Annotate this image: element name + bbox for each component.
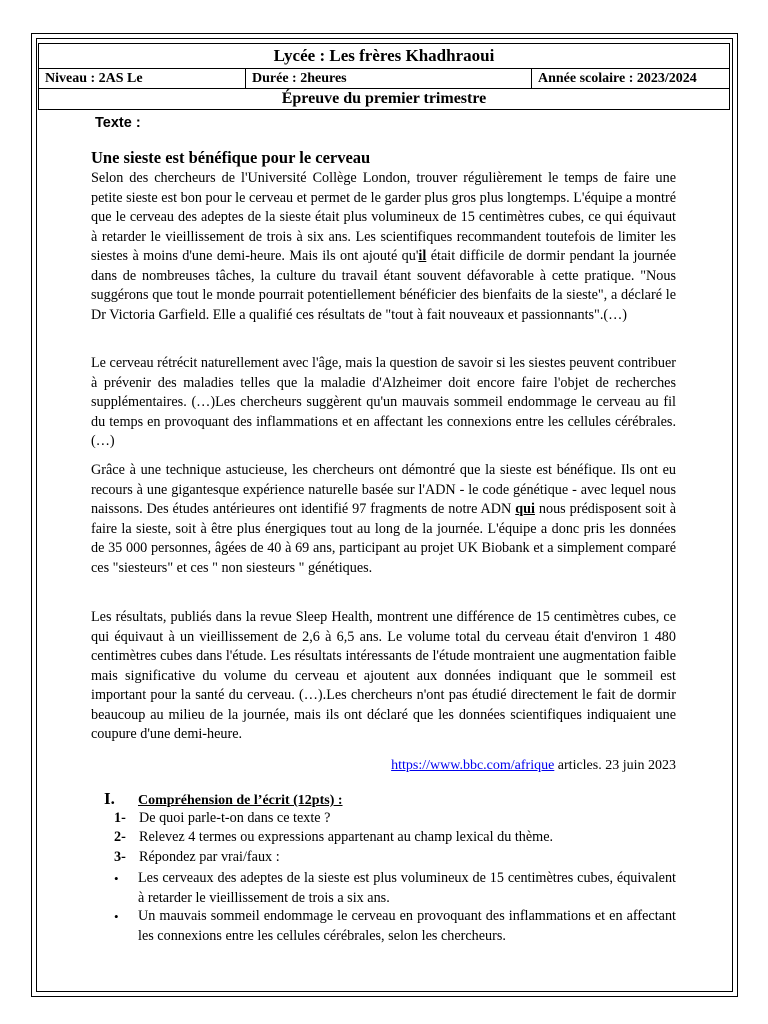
question-text: Répondez par vrai/faux : [139,849,280,865]
question-number: 3- [114,849,126,865]
paragraph-3 [91,461,676,578]
question-text: Relevez 4 termes ou expressions appartenant au champ lexical du thème. [139,829,554,845]
bullet-icon: • [114,909,119,924]
paragraph-1 [91,169,676,325]
header-table [38,43,730,110]
section-number: I. [104,789,115,808]
school-name: Lycée : Les frères Khadhraoui [39,44,730,69]
section-title: Compréhension de l’écrit (12pts) : [138,793,343,808]
p1-underlined-word: il [418,248,427,264]
p3-part-a: Grâce à une technique astucieuse, les chercheurs ont démontré que la sieste est bénéfique. Ils ont eu recours à une gigantesque expérience naturelle basée sur l'ADN - le code génétique - avec lequel nous naissons. Des études antérieures ont identifié 97 fragments de notre ADN [91,462,676,517]
statement-text: Les cerveaux des adeptes de la sieste est plus volumineux de 15 centimètres cubes, équivalent à retarder le vieillissement de trois a six ans. [138,870,676,906]
question-1 [114,810,330,827]
paragraph-4: Les résultats, publiés dans la revue Sleep Health, montrent une différence de 15 centimètres cubes, ce qui équivaut à un vieillissement de 2,6 à 6,5 ans. Le volume total du cerveau était d'environ 1 480 centimètres cubes dans l'étude. Les résultats intéressants de l'étude montraient une augmentation faible mais significative du volume du cerveau et ajoutent aux données indiquant que le sommeil est important pour la santé du cerveau. (…).Les chercheurs n'ont pas étudié directement le fait de dormir beaucoup au milieu de la journée, mais ils ont déclaré que les données scientifiques indiquaient une coupure d'une demi-heure. [91,609,676,742]
p1-part-a: Selon des chercheurs de l'Université Collège London, trouver régulièrement le temps de faire une petite sieste est bon pour le cerveau et permet de le garder plus gros plus longtemps. L'équipe a montré que le cerveau des adeptes de la sieste était plus volumineux de 15 centimètres cubes, ce qui équivaut à retarder le vieillissement de trois à six ans. Les scientifiques recommandent toutefois de limiter les siestes à moins d'une demi-heure. Mais ils ont ajouté qu' [91,170,676,264]
true-false-item-2 [114,907,676,946]
true-false-item-1 [114,869,676,908]
p1-part-b: était difficile de dormir pendant la journée dans de nombreuses tâches, la culture du travail étant souvent défavorable à cette pratique. "Nous suggérons que tout le monde pourrait potentiellement bénéficier des bienfaits de la sieste", a déclaré le Dr Victoria Garfield. Elle a qualifié ces résultats de "tout à fait nouveaux et passionnants".(…) [91,248,676,323]
exam-title: Épreuve du premier trimestre [39,89,730,110]
question-number: 2- [114,829,126,845]
section-1-heading [104,789,343,809]
question-3 [114,849,280,866]
source-date: articles. 23 juin 2023 [554,758,676,773]
duration-cell: Durée : 2heures [246,69,532,89]
bullet-icon: • [114,871,119,886]
question-2 [114,829,553,846]
question-text: De quoi parle-t-on dans ce texte ? [139,810,331,826]
level-cell: Niveau : 2AS Le [39,69,246,89]
source-link[interactable]: https://www.bbc.com/afrique [391,758,555,773]
statement-text: Un mauvais sommeil endommage le cerveau en provoquant des inflammations et en affectant les connexions entre les cellules cérébrales, selon les chercheurs. [138,908,676,944]
paragraph-2: Le cerveau rétrécit naturellement avec l'âge, mais la question de savoir si les siestes peuvent contribuer à prévenir des maladies telles que la maladie d'Alzheimer doit encore faire l'objet de recherches supplémentaires. (…)Les chercheurs suggèrent qu'un mauvais sommeil endommage le cerveau au fil du temps en provoquant des inflammations et en affectant les connexions entre les cellules cérébrales. (…) [91,355,676,449]
p3-part-b: nous prédisposent soit à faire la sieste, soit à être plus énergiques tout au long de la journée. L'équipe a donc pris les données de 35 000 personnes, âgées de 40 à 69 ans, participant au projet UK Biobank et a simplement comparé ces "siesteurs" et ces " non siesteurs " génétiques. [91,501,677,576]
p3-underlined-word: qui [515,501,535,517]
article-title: Une sieste est bénéfique pour le cerveau [91,148,371,167]
question-number: 1- [114,810,126,826]
texte-label: Texte : [95,115,141,131]
source-citation [391,758,676,774]
school-year-cell: Année scolaire : 2023/2024 [532,69,730,89]
